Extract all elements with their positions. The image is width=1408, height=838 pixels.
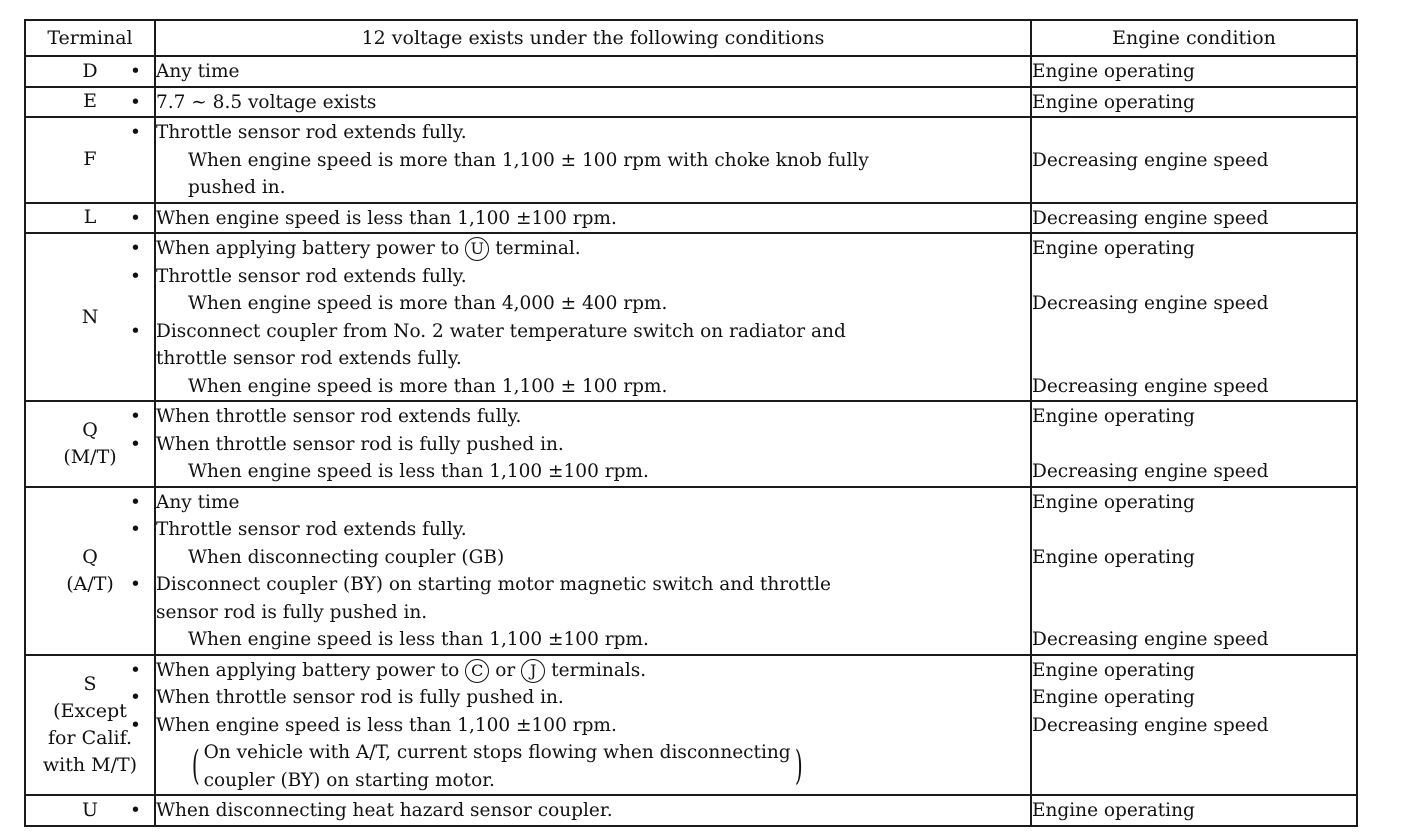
header-engine-condition: Engine condition [1031,20,1357,56]
engine-condition [1032,516,1356,544]
conditions-cell [155,56,1031,87]
condition-text: terminal. [495,238,581,259]
parenthetical-note [156,739,1030,794]
engine-condition: Engine operating [1032,238,1195,259]
terminal-label: S [83,672,97,695]
right-paren: ) [794,743,803,789]
condition-text: or [495,659,516,681]
condition-item: • Throttle sensor rod extends fully. [156,119,1030,147]
engine-condition-cell [1031,487,1357,655]
conditions-cell [155,795,1031,826]
terminal-circle-label: U [465,237,489,261]
terminal-label: (Except [53,699,127,722]
engine-condition: Engine operating [1032,61,1195,82]
condition-item: • Any time [156,489,1030,517]
conditions-cell [155,117,1031,203]
condition-item: • Throttle sensor rod extends fully. [156,516,1030,544]
table-row [25,203,1357,234]
table-row [25,56,1357,87]
engine-condition: Engine operating [1032,491,1195,513]
condition-detail: When engine speed is less than 1,100 ±100 rpm. [188,629,649,650]
engine-condition [1032,431,1356,459]
engine-condition [1032,318,1356,346]
condition-item: • When throttle sensor rod extends fully. [156,403,1030,431]
condition-detail: When engine speed is more than 1,100 ± 100 rpm. [188,375,668,397]
engine-condition: Decreasing engine speed [1032,461,1269,482]
terminal-label: F [83,148,97,171]
condition-detail: When engine speed is more than 4,000 ± 400 rpm. [188,293,668,314]
terminal-label: L [83,206,97,229]
engine-condition-cell [1031,56,1357,87]
table-row [25,233,1357,401]
engine-condition: Decreasing engine speed [1032,629,1269,650]
table-row [25,655,1357,796]
engine-condition: Engine operating [1032,91,1195,113]
engine-condition-cell [1031,233,1357,401]
terminal-label: (M/T) [63,445,117,468]
engine-condition: Engine operating [1032,800,1195,821]
engine-condition [1032,599,1356,627]
conditions-cell [155,401,1031,487]
engine-condition [1032,571,1356,599]
note-line: coupler (BY) on starting motor. [203,769,495,791]
engine-condition: Decreasing engine speed [1032,375,1269,397]
condition-text: When applying battery power to [156,238,460,259]
header-row [25,20,1357,56]
condition-continuation: throttle sensor rod extends fully. [156,348,462,369]
condition-item: • When engine speed is less than 1,100 ±100 rpm. [156,712,1030,740]
note-lines [204,739,791,794]
condition-item: • Disconnect coupler (BY) on starting motor magnetic switch and throttle [156,571,1030,599]
terminal-circle-label: C [465,659,489,683]
condition-detail: When engine speed is more than 1,100 ± 100 rpm with choke knob fully [188,149,869,171]
conditions-cell [155,203,1031,234]
engine-condition: Engine operating [1032,659,1195,681]
terminal-label: Q [82,545,98,568]
condition-item: • 7.7 ∼ 8.5 voltage exists [156,89,1030,117]
conditions-cell [155,87,1031,118]
table-row [25,87,1357,118]
left-paren: ( [191,743,200,789]
condition-item: • Disconnect coupler from No. 2 water temperature switch on radiator and [156,318,1030,346]
engine-condition: Decreasing engine speed [1032,149,1269,171]
conditions-cell [155,655,1031,796]
condition-item: • When throttle sensor rod is fully pushed in. [156,431,1030,459]
terminal-label: E [83,90,97,113]
terminal-label: (A/T) [66,572,114,595]
note-line: On vehicle with A/T, current stops flowing when disconnecting [203,742,791,763]
condition-detail: When engine speed is less than 1,100 ±100 rpm. [188,461,649,482]
conditions-cell [155,233,1031,401]
condition-item: • Throttle sensor rod extends fully. [156,263,1030,291]
voltage-conditions-table [24,19,1358,827]
engine-condition-cell [1031,401,1357,487]
terminal-label: D [82,59,98,82]
terminal-label: with M/T) [42,753,138,776]
terminal-label: Q [82,418,98,441]
engine-condition: Decreasing engine speed [1032,293,1269,314]
terminal-label: U [81,798,98,821]
table-row [25,795,1357,826]
condition-item: • Any time [156,58,1030,86]
condition-item: • When throttle sensor rod is fully pushed in. [156,684,1030,712]
condition-detail: pushed in. [188,177,286,198]
condition-text: terminals. [551,659,647,681]
engine-condition: Decreasing engine speed [1032,714,1269,736]
engine-condition: Engine operating [1032,406,1195,427]
conditions-cell [155,487,1031,655]
engine-condition [1032,263,1356,291]
condition-item [156,235,1030,263]
condition-text: When applying battery power to [156,659,460,681]
engine-condition [1032,345,1356,373]
table-row [25,117,1357,203]
header-conditions: 12 voltage exists under the following conditions [155,20,1031,56]
condition-item: • When engine speed is less than 1,100 ±100 rpm. [156,205,1030,233]
engine-condition: Engine operating [1032,687,1195,708]
engine-condition-cell [1031,655,1357,796]
table-row [25,401,1357,487]
terminal-circle-label: J [521,659,545,683]
engine-condition: Decreasing engine speed [1032,207,1269,229]
header-terminal: Terminal [25,20,155,56]
terminal-label: N [81,305,99,328]
engine-condition-cell [1031,203,1357,234]
condition-continuation: sensor rod is fully pushed in. [156,601,428,623]
engine-condition: Engine operating [1032,546,1195,568]
engine-condition-cell [1031,117,1357,203]
table-row [25,487,1357,655]
engine-condition-cell [1031,795,1357,826]
condition-item [156,657,1030,685]
condition-item: • When disconnecting heat hazard sensor coupler. [156,797,1030,825]
terminal-label: for Calif. [47,726,132,749]
condition-detail: When disconnecting coupler (GB) [188,546,505,568]
engine-condition-cell [1031,87,1357,118]
